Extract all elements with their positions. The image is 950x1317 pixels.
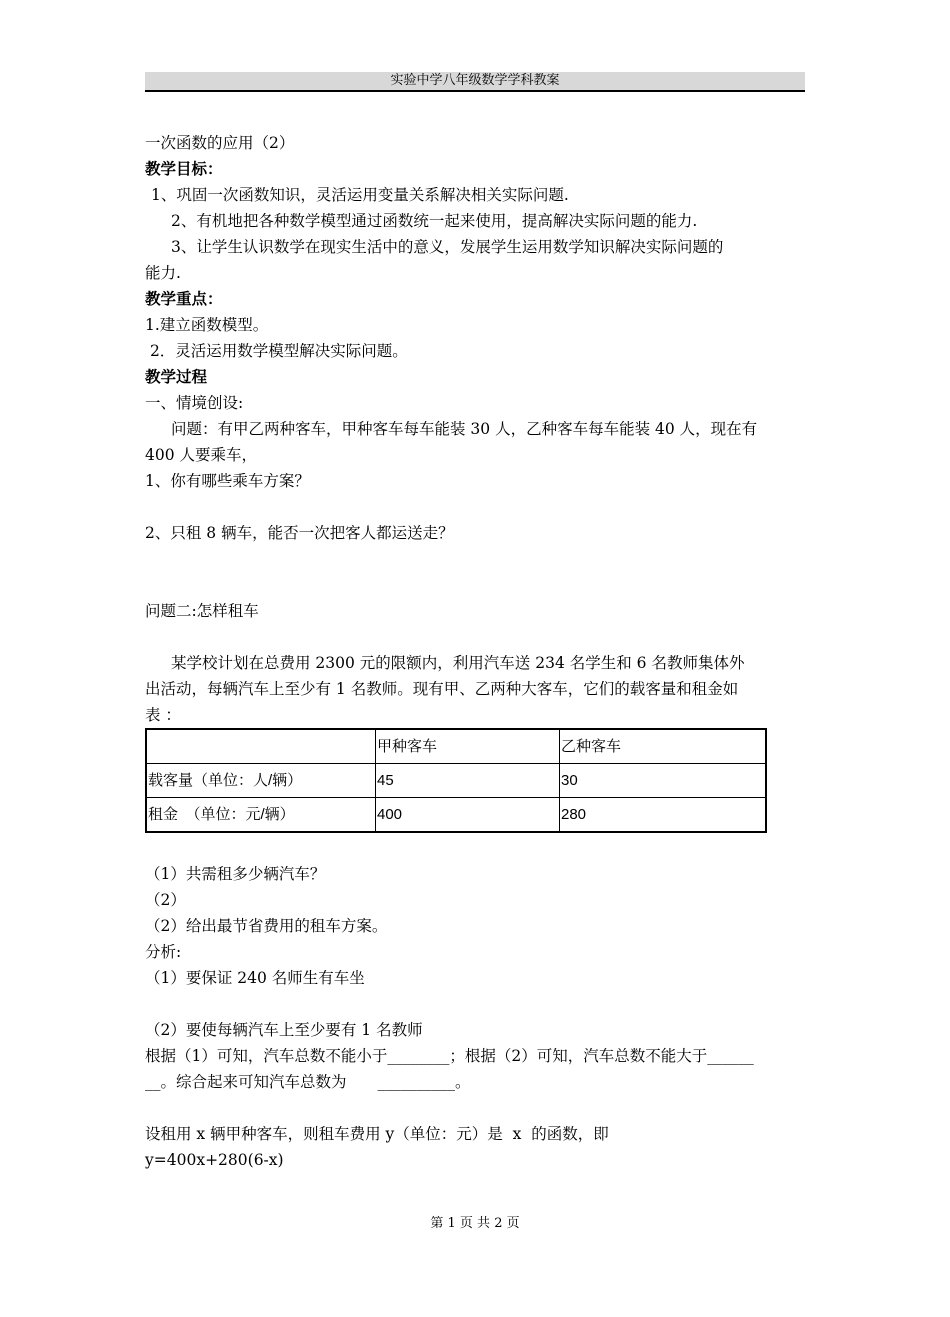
process-heading: 教学过程 — [145, 368, 208, 386]
table-cell: 30 — [560, 764, 767, 798]
table-cell: 租金 （单位：元/辆） — [146, 798, 376, 833]
table-cell: 45 — [376, 764, 560, 798]
problem2-text-cont: 出活动，每辆汽车上至少有 1 名教师。现有甲、乙两种大客车，它们的载客量和租金如 — [145, 680, 739, 698]
key-points-heading: 教学重点： — [145, 290, 223, 308]
table-row — [146, 798, 766, 833]
problem2-title: 问题二:怎样租车 — [145, 602, 259, 620]
problem1-text: 问题：有甲乙两种客车，甲种客车每车能装 30 人，乙种客车每车能装 40 人，现在有 — [171, 420, 758, 438]
question-1: （1）共需租多少辆汽车？ — [145, 865, 326, 883]
problem1-question-2: 2、只租 8 辆车，能否一次把客人都运送走？ — [145, 524, 454, 542]
page-footer: 第 1 页 共 2 页 — [430, 1216, 520, 1231]
goal-item-continuation: 能力. — [145, 264, 181, 282]
table-header-cell — [146, 729, 376, 764]
table-cell: 载客量（单位：人/辆） — [146, 764, 376, 798]
problem1-question-1: 1、你有哪些乘车方案？ — [145, 472, 310, 490]
conclusion-text: 根据（1）可知，汽车总数不能小于________；根据（2）可知，汽车总数不能大于______ — [145, 1047, 754, 1065]
function-formula: y=400x+280(6-x) — [145, 1151, 284, 1169]
goal-item: 3、让学生认识数学在现实生活中的意义，发展学生运用数学知识解决实际问题的 — [171, 238, 724, 256]
analysis-item-2: （2）要使每辆汽车上至少要有 1 名教师 — [145, 1021, 423, 1039]
page-header: 实验中学八年级数学学科教案 — [145, 72, 805, 92]
analysis-item-1: （1）要保证 240 名师生有车坐 — [145, 969, 365, 987]
section-title: 一、情境创设: — [145, 394, 244, 412]
table-header-row — [146, 729, 766, 764]
table-cell: 400 — [376, 798, 560, 833]
lesson-title: 一次函数的应用（2） — [145, 134, 295, 152]
problem2-text: 某学校计划在总费用 2300 元的限额内，利用汽车送 234 名学生和 6 名教师集体外 — [171, 654, 745, 672]
goals-heading: 教学目标： — [145, 160, 223, 178]
goal-item: 1、巩固一次函数知识，灵活运用变量关系解决相关实际问题. — [151, 186, 569, 204]
question-2: （2）给出最节省费用的租车方案。 — [145, 917, 388, 935]
goal-item: 2、有机地把各种数学模型通过函数统一起来使用，提高解决实际问题的能力. — [171, 212, 698, 230]
table-header-cell: 甲种客车 — [376, 729, 560, 764]
table-row — [146, 764, 766, 798]
table-cell: 280 — [560, 798, 767, 833]
table-header-cell: 乙种客车 — [560, 729, 767, 764]
bus-table — [145, 728, 767, 833]
key-point-item: 1.建立函数模型。 — [145, 316, 269, 334]
key-point-item: 2．灵活运用数学模型解决实际问题。 — [145, 342, 408, 360]
problem1-text-cont: 400 人要乘车， — [145, 446, 258, 464]
function-setup: 设租用 x 辆甲种客车，则租车费用 y（单位：元）是 x 的函数，即 — [145, 1125, 609, 1143]
document-body — [145, 130, 807, 1173]
problem2-text-cont: 表 ： — [145, 706, 181, 724]
conclusion-text-cont: __。综合起来可知汽车总数为 __________。 — [145, 1073, 471, 1091]
analysis-heading: 分析: — [145, 943, 182, 961]
question-2-blank: （2） — [145, 891, 186, 909]
